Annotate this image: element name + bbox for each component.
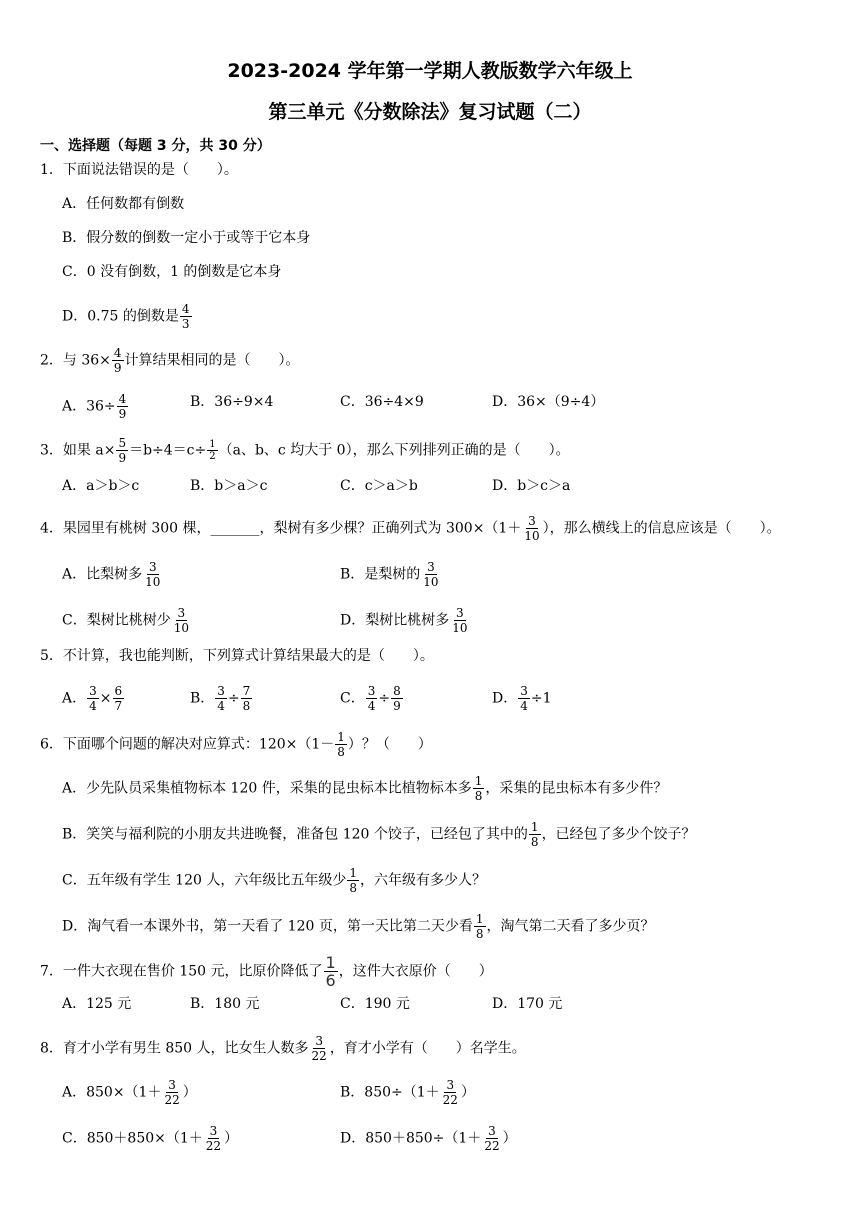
question-1-option-d[interactable]	[62, 302, 193, 331]
operator: ÷	[227, 690, 240, 707]
fraction	[474, 912, 486, 941]
numerator: 3	[315, 1034, 323, 1048]
numerator: 4	[181, 302, 190, 316]
question-5-option-c[interactable]	[340, 684, 404, 713]
option-text: D．淘气看一本课外书，第一天看了 120 页，第一天比第二天少看	[62, 918, 473, 935]
fraction	[172, 606, 191, 635]
numerator: 3	[217, 684, 225, 698]
denominator: 22	[205, 1139, 222, 1153]
question-6-option-d[interactable]	[62, 912, 655, 941]
fraction	[310, 1034, 329, 1063]
denominator: 8	[242, 699, 251, 713]
numerator: 6	[114, 684, 123, 698]
denominator: 7	[114, 699, 123, 713]
fraction	[162, 1078, 181, 1107]
question-3-stem	[40, 436, 570, 465]
numerator: 8	[393, 684, 401, 698]
numerator: 3	[177, 606, 186, 620]
numerator: 7	[242, 684, 251, 698]
denominator: 6	[325, 971, 336, 990]
question-2-stem	[40, 346, 300, 375]
option-text: A．比梨树多	[62, 566, 143, 583]
denominator: 10	[145, 575, 161, 589]
operator: ÷1	[530, 690, 552, 707]
denominator: 4	[520, 699, 528, 713]
option-label: C．	[340, 690, 365, 707]
question-5-option-b[interactable]	[190, 684, 253, 713]
numerator: 3	[520, 684, 528, 698]
question-4-stem	[40, 514, 781, 543]
question-2-option-b[interactable]: B．36÷9×4	[190, 394, 274, 410]
question-7-option-c[interactable]: C．190 元	[340, 996, 410, 1012]
fraction	[441, 1078, 460, 1107]
option-text: ）	[224, 1130, 239, 1147]
stem-text: ）？（ ）	[347, 736, 432, 753]
option-text: B．是梨树的	[340, 566, 421, 583]
fraction	[204, 1124, 223, 1153]
fraction	[207, 439, 217, 462]
denominator: 22	[164, 1093, 180, 1107]
numerator: 4	[118, 392, 127, 406]
question-7-option-a[interactable]: A．125 元	[62, 996, 132, 1012]
numerator: 1	[474, 774, 483, 788]
fraction	[482, 1124, 501, 1153]
stem-text: ，育才小学有（ ）名学生。	[329, 1040, 526, 1057]
denominator: 9	[118, 407, 127, 421]
denominator: 3	[181, 317, 190, 331]
fraction	[113, 684, 125, 713]
denominator: 10	[452, 621, 468, 635]
numerator: 3	[367, 684, 376, 698]
page-title: 2023-2024 学年第一学期人教版数学六年级上	[227, 60, 633, 82]
numerator: 3	[168, 1078, 176, 1092]
option-text: D．0.75 的倒数是	[62, 308, 179, 325]
stem-text: 4．果园里有桃树 300 棵，_______，梨树有多少棵？正确列式为 300×（1＋	[40, 520, 522, 537]
question-7-stem	[40, 954, 493, 989]
question-5-option-a[interactable]	[62, 684, 125, 713]
stem-text: （a、b、c 均大于 0），那么下列排列正确的是（ ）。	[218, 442, 570, 459]
question-8-stem	[40, 1034, 526, 1063]
numerator: 1	[325, 953, 336, 972]
question-7-option-d[interactable]: D．170 元	[492, 996, 563, 1012]
numerator: 3	[456, 606, 464, 620]
denominator: 10	[423, 575, 439, 589]
option-text: ，采集的昆虫标本有多少件？	[485, 780, 668, 797]
question-4-option-a[interactable]	[62, 560, 163, 589]
option-label: D．	[492, 690, 518, 707]
question-8-option-d[interactable]	[340, 1124, 517, 1153]
numerator: 3	[488, 1124, 496, 1138]
option-text: ，六年级有多少人？	[359, 872, 486, 889]
fraction	[347, 866, 359, 895]
numerator: 3	[89, 684, 97, 698]
numerator: 3	[427, 560, 435, 574]
option-text: ，淘气第二天看了多少页？	[486, 918, 655, 935]
option-text: C．850＋850×（1＋	[62, 1130, 203, 1147]
numerator: 1	[209, 439, 216, 450]
option-text: D．850＋850÷（1＋	[340, 1130, 482, 1147]
fraction	[421, 560, 440, 589]
operator: ×	[99, 690, 112, 707]
page-subtitle: 第三单元《分数除法》复习试题（二）	[268, 101, 592, 123]
numerator: 1	[475, 912, 484, 926]
denominator: 10	[173, 621, 189, 635]
denominator: 4	[89, 699, 97, 713]
fraction	[391, 684, 403, 713]
question-5-stem: 5．不计算，我也能判断，下列算式计算结果最大的是（ ）。	[40, 648, 434, 664]
numerator: 3	[446, 1078, 455, 1092]
option-label: B．	[190, 690, 215, 707]
option-text: A．36÷	[62, 398, 116, 415]
question-8-option-b[interactable]	[340, 1078, 475, 1107]
question-8-option-c[interactable]	[62, 1124, 238, 1153]
denominator: 8	[530, 835, 539, 849]
option-text: B．笑笑与福利院的小朋友共进晚餐，准备包 120 个饺子，已经包了其中的	[62, 826, 528, 843]
denominator: 8	[475, 927, 484, 941]
fraction	[241, 684, 253, 713]
question-1-option-b[interactable]: B．假分数的倒数一定小于或等于它本身	[62, 230, 311, 246]
question-4-option-d[interactable]	[340, 606, 471, 635]
question-5-option-d[interactable]	[492, 684, 552, 713]
stem-text: ），那么横线上的信息应该是（ ）。	[542, 520, 781, 537]
stem-text: 计算结果相同的是（ ）。	[124, 352, 300, 369]
denominator: 22	[484, 1139, 500, 1153]
stem-text: 3．如果 a×	[40, 442, 116, 459]
fraction	[87, 684, 99, 713]
fraction	[522, 514, 541, 543]
denominator: 4	[367, 699, 376, 713]
option-text: A．少先队员采集植物标本 120 件，采集的昆虫标本比植物标本多	[62, 780, 472, 797]
numerator: 4	[113, 346, 122, 360]
stem-text: ＝b÷4＝c÷	[129, 442, 207, 459]
question-3-option-a[interactable]: A．a＞b＞c	[62, 478, 140, 494]
question-2-option-c[interactable]: C．36÷4×9	[340, 394, 424, 410]
option-text: C．五年级有学生 120 人，六年级比五年级少	[62, 872, 347, 889]
option-text: D．梨树比桃树多	[340, 612, 450, 629]
operator: ÷	[378, 690, 391, 707]
denominator: 22	[442, 1093, 458, 1107]
option-label: A．	[62, 690, 87, 707]
option-text: A．850×（1＋	[62, 1084, 162, 1101]
numerator: 1	[349, 866, 357, 880]
denominator: 8	[337, 745, 345, 759]
fraction	[215, 684, 227, 713]
denominator: 4	[217, 699, 225, 713]
fraction	[143, 560, 162, 589]
fraction	[450, 606, 469, 635]
stem-text: 2．与 36×	[40, 352, 111, 369]
stem-text: 8．育才小学有男生 850 人，比女生人数多	[40, 1040, 309, 1057]
question-2-option-d[interactable]: D．36×（9÷4）	[492, 394, 605, 410]
fraction	[324, 954, 338, 989]
section-heading: 一、选择题（每题 3 分，共 30 分）	[40, 138, 271, 154]
numerator: 3	[528, 514, 536, 528]
question-6-option-a[interactable]	[62, 774, 667, 803]
denominator: 9	[113, 361, 122, 375]
denominator: 9	[118, 451, 127, 465]
question-4-option-b[interactable]	[340, 560, 442, 589]
question-3-option-d[interactable]: D．b＞c＞a	[492, 478, 571, 494]
option-text: ，已经包了多少个饺子？	[541, 826, 696, 843]
question-3-option-c[interactable]: C．c＞a＞b	[340, 478, 418, 494]
fraction	[335, 730, 347, 759]
question-6-option-c[interactable]	[62, 866, 486, 895]
denominator: 2	[209, 451, 216, 462]
stem-text: 6．下面哪个问题的解决对应算式：120×（1－	[40, 736, 335, 753]
question-8-option-a[interactable]	[62, 1078, 197, 1107]
question-6-stem	[40, 730, 432, 759]
numerator: 3	[148, 560, 157, 574]
stem-text: ，这件大衣原价（ ）	[338, 963, 493, 980]
option-text: B．850÷（1＋	[340, 1084, 440, 1101]
question-4-option-c[interactable]	[62, 606, 192, 635]
fraction	[366, 684, 378, 713]
denominator: 9	[393, 699, 401, 713]
fraction	[473, 774, 485, 803]
question-7-option-b[interactable]: B．180 元	[190, 996, 260, 1012]
fraction	[529, 820, 541, 849]
fraction	[117, 392, 129, 421]
denominator: 8	[349, 881, 357, 895]
denominator: 8	[474, 789, 483, 803]
question-3-option-b[interactable]: B．b＞a＞c	[190, 478, 268, 494]
fraction	[116, 436, 128, 465]
numerator: 5	[118, 436, 127, 450]
option-text: ）	[502, 1130, 517, 1147]
fraction	[518, 684, 530, 713]
numerator: 1	[337, 730, 345, 744]
question-2-option-a[interactable]	[62, 392, 129, 421]
denominator: 10	[524, 529, 540, 543]
option-text: ）	[182, 1084, 197, 1101]
option-text: C．梨树比桃树少	[62, 612, 171, 629]
fraction	[112, 346, 124, 375]
numerator: 3	[209, 1124, 218, 1138]
option-text: ）	[460, 1084, 475, 1101]
question-6-option-b[interactable]	[62, 820, 696, 849]
question-1-option-a[interactable]: A．任何数都有倒数	[62, 196, 185, 212]
fraction	[180, 302, 192, 331]
question-1-stem: 1．下面说法错误的是（ ）。	[40, 162, 238, 178]
denominator: 22	[311, 1049, 327, 1063]
question-1-option-c[interactable]: C．0 没有倒数，1 的倒数是它本身	[62, 264, 282, 280]
stem-text: 7．一件大衣现在售价 150 元，比原价降低了	[40, 963, 323, 980]
numerator: 1	[530, 820, 539, 834]
